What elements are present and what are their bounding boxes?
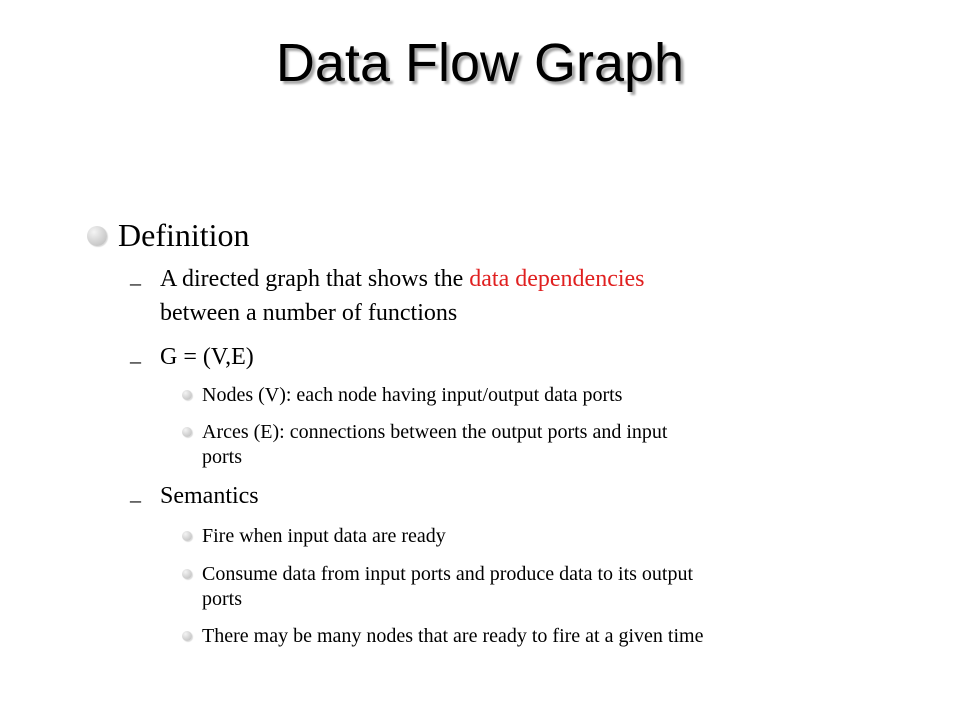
consume-item-line2: ports: [202, 588, 242, 610]
slide-title: Data Flow Graph: [275, 33, 685, 93]
level3-bullet-icon: [182, 390, 192, 400]
level3-bullet-icon: [182, 569, 192, 579]
level3-bullet-icon: [182, 531, 192, 541]
arces-item-line2: ports: [202, 446, 242, 468]
dash-icon: –: [130, 348, 141, 373]
sub-item-directed-graph-text: A directed graph that shows the: [160, 266, 470, 292]
data-dependencies-highlight: data dependencies: [469, 266, 645, 292]
sub-item-semantics: Semantics: [160, 483, 259, 509]
nodes-item: Nodes (V): each node having input/output data ports: [202, 384, 623, 406]
level3-bullet-icon: [182, 427, 192, 437]
level3-bullet-icon: [182, 631, 192, 641]
sub-item-directed-graph-line2: between a number of functions: [160, 300, 458, 326]
sub-item-directed-graph-line1: [160, 264, 645, 294]
fire-item: Fire when input data are ready: [202, 525, 446, 547]
dash-icon: –: [130, 487, 141, 512]
arces-item-line1: Arces (E): connections between the output ports and input: [202, 421, 668, 443]
ready-nodes-item: There may be many nodes that are ready to fire at a given time: [202, 625, 704, 647]
sub-item-graph-definition: G = (V,E): [160, 344, 254, 370]
level1-bullet-icon: [87, 226, 107, 246]
dash-icon: –: [130, 270, 141, 295]
consume-item-line1: Consume data from input ports and produce data to its output: [202, 563, 694, 585]
definition-heading: Definition: [118, 217, 250, 253]
